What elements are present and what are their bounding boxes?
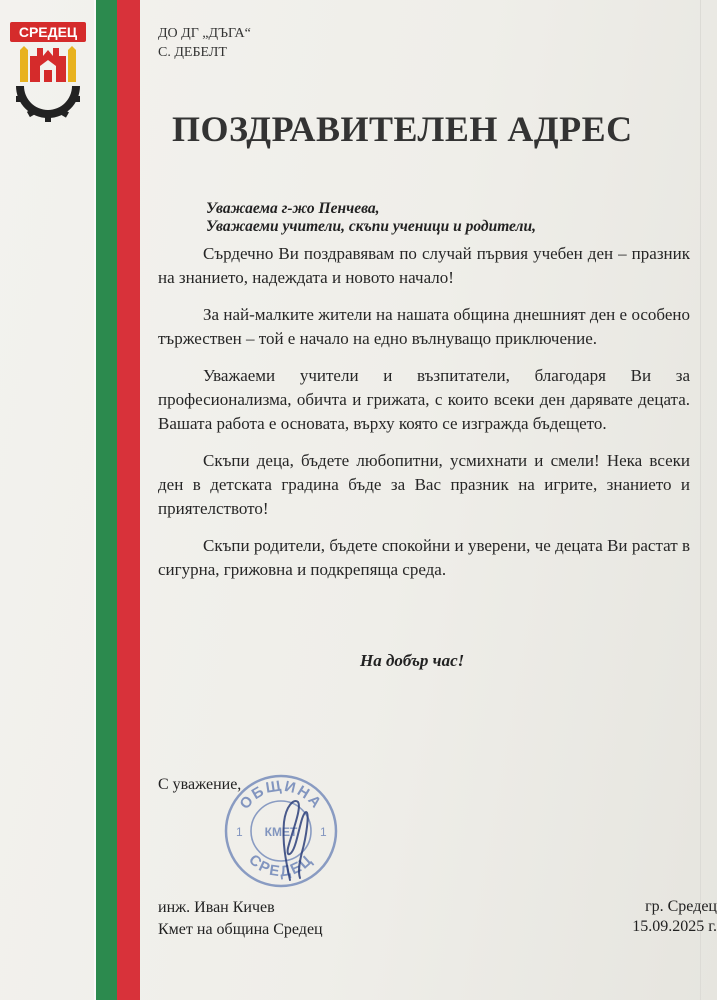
page-title: ПОЗДРАВИТЕЛЕН АДРЕС [172, 109, 633, 149]
greeting-block [206, 200, 536, 236]
flag-stripe-green [96, 0, 117, 1000]
paragraph-5: Скъпи родители, бъдете спокойни и уверени, че децата Ви растат в сигурна, грижовна и подкрепяща среда. [158, 536, 690, 579]
recipient-line-2: С. ДЕБЕЛТ [158, 45, 227, 60]
signature-mark [262, 792, 322, 882]
paragraph-2: За най-малките жители на нашата община днешният ден е особено тържествен – той е начало на едно вълнуващо приключение. [158, 305, 690, 348]
letter-body [158, 242, 690, 595]
paragraph-1: Сърдечно Ви поздравявам по случай първия учебен ден – празник на знанието, надеждата и новото начало! [158, 244, 690, 287]
signer-position: Кмет на община Средец [158, 921, 323, 938]
flag-stripe-red [117, 0, 140, 1000]
signer-name: инж. Иван Кичев [158, 899, 275, 916]
stamp-number-left: 1 [236, 825, 243, 839]
paragraph-3: Уважаеми учители и възпитатели, благодаря Ви за професионализма, обичта и грижата, с които всеки ден дарявате децата. Вашата работа е основата, върху която се изгражда бъдещето. [158, 366, 690, 433]
logo-label: СРЕДЕЦ [10, 22, 86, 42]
regards-line: С уважение, [158, 776, 242, 793]
closing-wish: На добър час! [360, 651, 465, 670]
coat-of-arms-icon [10, 42, 86, 122]
signer-block [158, 897, 323, 941]
municipality-logo [10, 22, 86, 122]
recipient-block [158, 24, 251, 62]
stamp-bottom-text: СРЕДЕЦ [245, 851, 317, 881]
stamp-top-text: ОБЩИНА [236, 777, 326, 813]
greeting-line-1: Уважаема г-жо Пенчева, [206, 200, 380, 217]
greeting-line-2: Уважаеми учители, скъпи ученици и родители, [206, 218, 536, 235]
paragraph-4: Скъпи деца, бъдете любопитни, усмихнати и смели! Нека всеки ден в детската градина бъде за Вас празник на игрите, знанието и приятелството! [158, 451, 690, 518]
recipient-line-1: ДО ДГ „ДЪГА“ [158, 26, 251, 41]
page-edge-line [700, 0, 701, 1000]
stamp-center-text: КМЕТ [264, 825, 298, 839]
place-date-block [560, 897, 717, 937]
stamp-number-right: 1 [320, 825, 327, 839]
date: 15.09.2025 г. [632, 918, 717, 935]
place: гр. Средец [645, 898, 717, 915]
